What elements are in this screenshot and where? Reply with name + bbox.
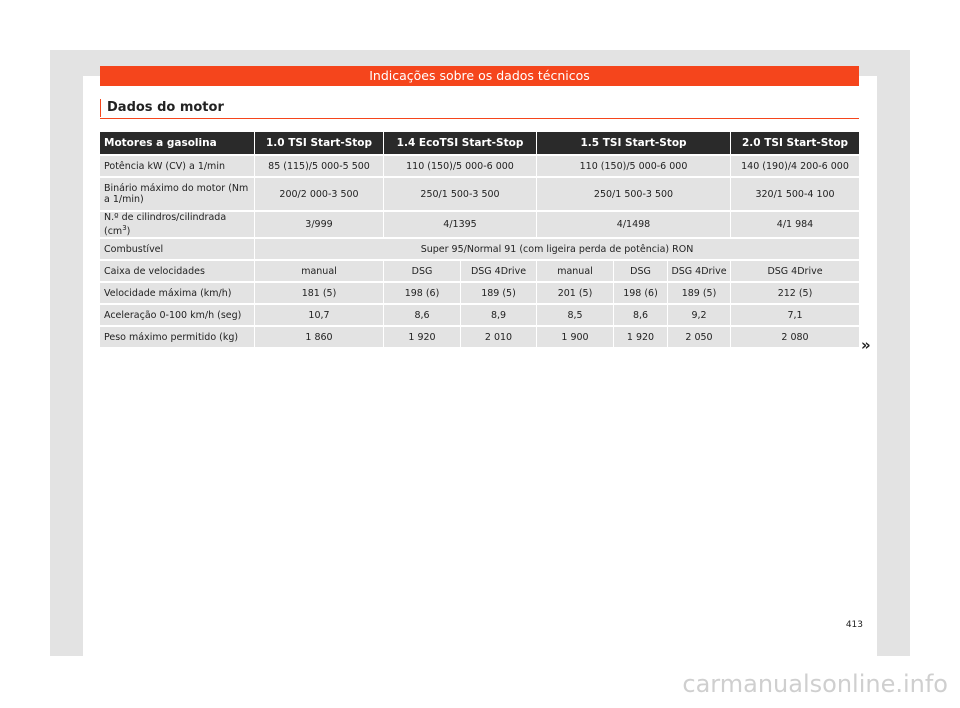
- table-cell: 189 (5): [461, 281, 537, 303]
- table-cell: Super 95/Normal 91 (com ligeira perda de potência) RON: [255, 237, 859, 259]
- watermark-text: carmanualsonline.info: [682, 670, 948, 698]
- table-cell: 8,5: [537, 303, 614, 325]
- header-engine-type: Motores a gasolina: [100, 132, 255, 154]
- table-cell: 4/1498: [537, 210, 731, 237]
- table-cell: 1 920: [384, 325, 461, 347]
- page-number: 413: [845, 620, 863, 630]
- page-sheet: [83, 68, 877, 681]
- row-label: Potência kW (CV) a 1/min: [100, 154, 255, 176]
- row-label-text: N.º de cilindros/cilindrada (cm: [104, 212, 227, 238]
- table-cell: 200/2 000-3 500: [255, 176, 384, 210]
- table-cell: 198 (6): [384, 281, 461, 303]
- page-background: [50, 50, 910, 656]
- header-1-0-tsi: 1.0 TSI Start-Stop: [255, 132, 384, 154]
- header-1-4-ecotsi: 1.4 EcoTSI Start-Stop: [384, 132, 537, 154]
- row-label: [100, 210, 255, 237]
- table-cell: 85 (115)/5 000-5 500: [255, 154, 384, 176]
- table-row-top-speed: [100, 281, 859, 303]
- table-cell: 4/1395: [384, 210, 537, 237]
- table-row-acceleration: [100, 303, 859, 325]
- table-cell: 2 010: [461, 325, 537, 347]
- table-cell: 3/999: [255, 210, 384, 237]
- table-row-torque: [100, 176, 859, 210]
- table-cell: 8,6: [614, 303, 668, 325]
- table-cell: 8,6: [384, 303, 461, 325]
- table-row-fuel: [100, 237, 859, 259]
- table-cell: 250/1 500-3 500: [384, 176, 537, 210]
- table-cell: 1 920: [614, 325, 668, 347]
- table-row-cylinders: [100, 210, 859, 237]
- row-label: Caixa de velocidades: [100, 259, 255, 281]
- table-cell: manual: [537, 259, 614, 281]
- continuation-marker: »: [861, 336, 871, 354]
- table-cell: 1 900: [537, 325, 614, 347]
- section-divider: [100, 118, 859, 119]
- row-label: Peso máximo permitido (kg): [100, 325, 255, 347]
- table-cell: 10,7: [255, 303, 384, 325]
- row-label-end: ): [126, 226, 131, 238]
- table-cell: 212 (5): [731, 281, 859, 303]
- section-title: Dados do motor: [100, 99, 224, 117]
- table-cell: 9,2: [668, 303, 731, 325]
- table-cell: 7,1: [731, 303, 859, 325]
- table-cell: DSG 4Drive: [668, 259, 731, 281]
- table-cell: 2 050: [668, 325, 731, 347]
- header-2-0-tsi: 2.0 TSI Start-Stop: [731, 132, 859, 154]
- table-cell: 110 (150)/5 000-6 000: [537, 154, 731, 176]
- table-cell: DSG 4Drive: [731, 259, 859, 281]
- table-cell: 4/1 984: [731, 210, 859, 237]
- table-cell: DSG: [614, 259, 668, 281]
- chapter-header: Indicações sobre os dados técnicos: [100, 66, 859, 86]
- row-label-superscript: 3: [122, 224, 127, 232]
- row-label: Binário máximo do motor (Nm a 1/min): [100, 176, 255, 210]
- row-label: Combustível: [100, 237, 255, 259]
- row-label: Aceleração 0-100 km/h (seg): [100, 303, 255, 325]
- row-label: Velocidade máxima (km/h): [100, 281, 255, 303]
- table-row-gearbox: [100, 259, 859, 281]
- table-cell: DSG: [384, 259, 461, 281]
- table-cell: 1 860: [255, 325, 384, 347]
- table-cell: 2 080: [731, 325, 859, 347]
- engine-data-table: [100, 132, 859, 347]
- table-cell: 198 (6): [614, 281, 668, 303]
- table-cell: 181 (5): [255, 281, 384, 303]
- table-cell: DSG 4Drive: [461, 259, 537, 281]
- header-1-5-tsi: 1.5 TSI Start-Stop: [537, 132, 731, 154]
- table-cell: manual: [255, 259, 384, 281]
- table-cell: 8,9: [461, 303, 537, 325]
- table-cell: 250/1 500-3 500: [537, 176, 731, 210]
- table-cell: 201 (5): [537, 281, 614, 303]
- table-row-max-weight: [100, 325, 859, 347]
- table-cell: 140 (190)/4 200-6 000: [731, 154, 859, 176]
- table-cell: 320/1 500-4 100: [731, 176, 859, 210]
- table-header-row: [100, 132, 859, 154]
- table-row-power: [100, 154, 859, 176]
- table-cell: 189 (5): [668, 281, 731, 303]
- table-cell: 110 (150)/5 000-6 000: [384, 154, 537, 176]
